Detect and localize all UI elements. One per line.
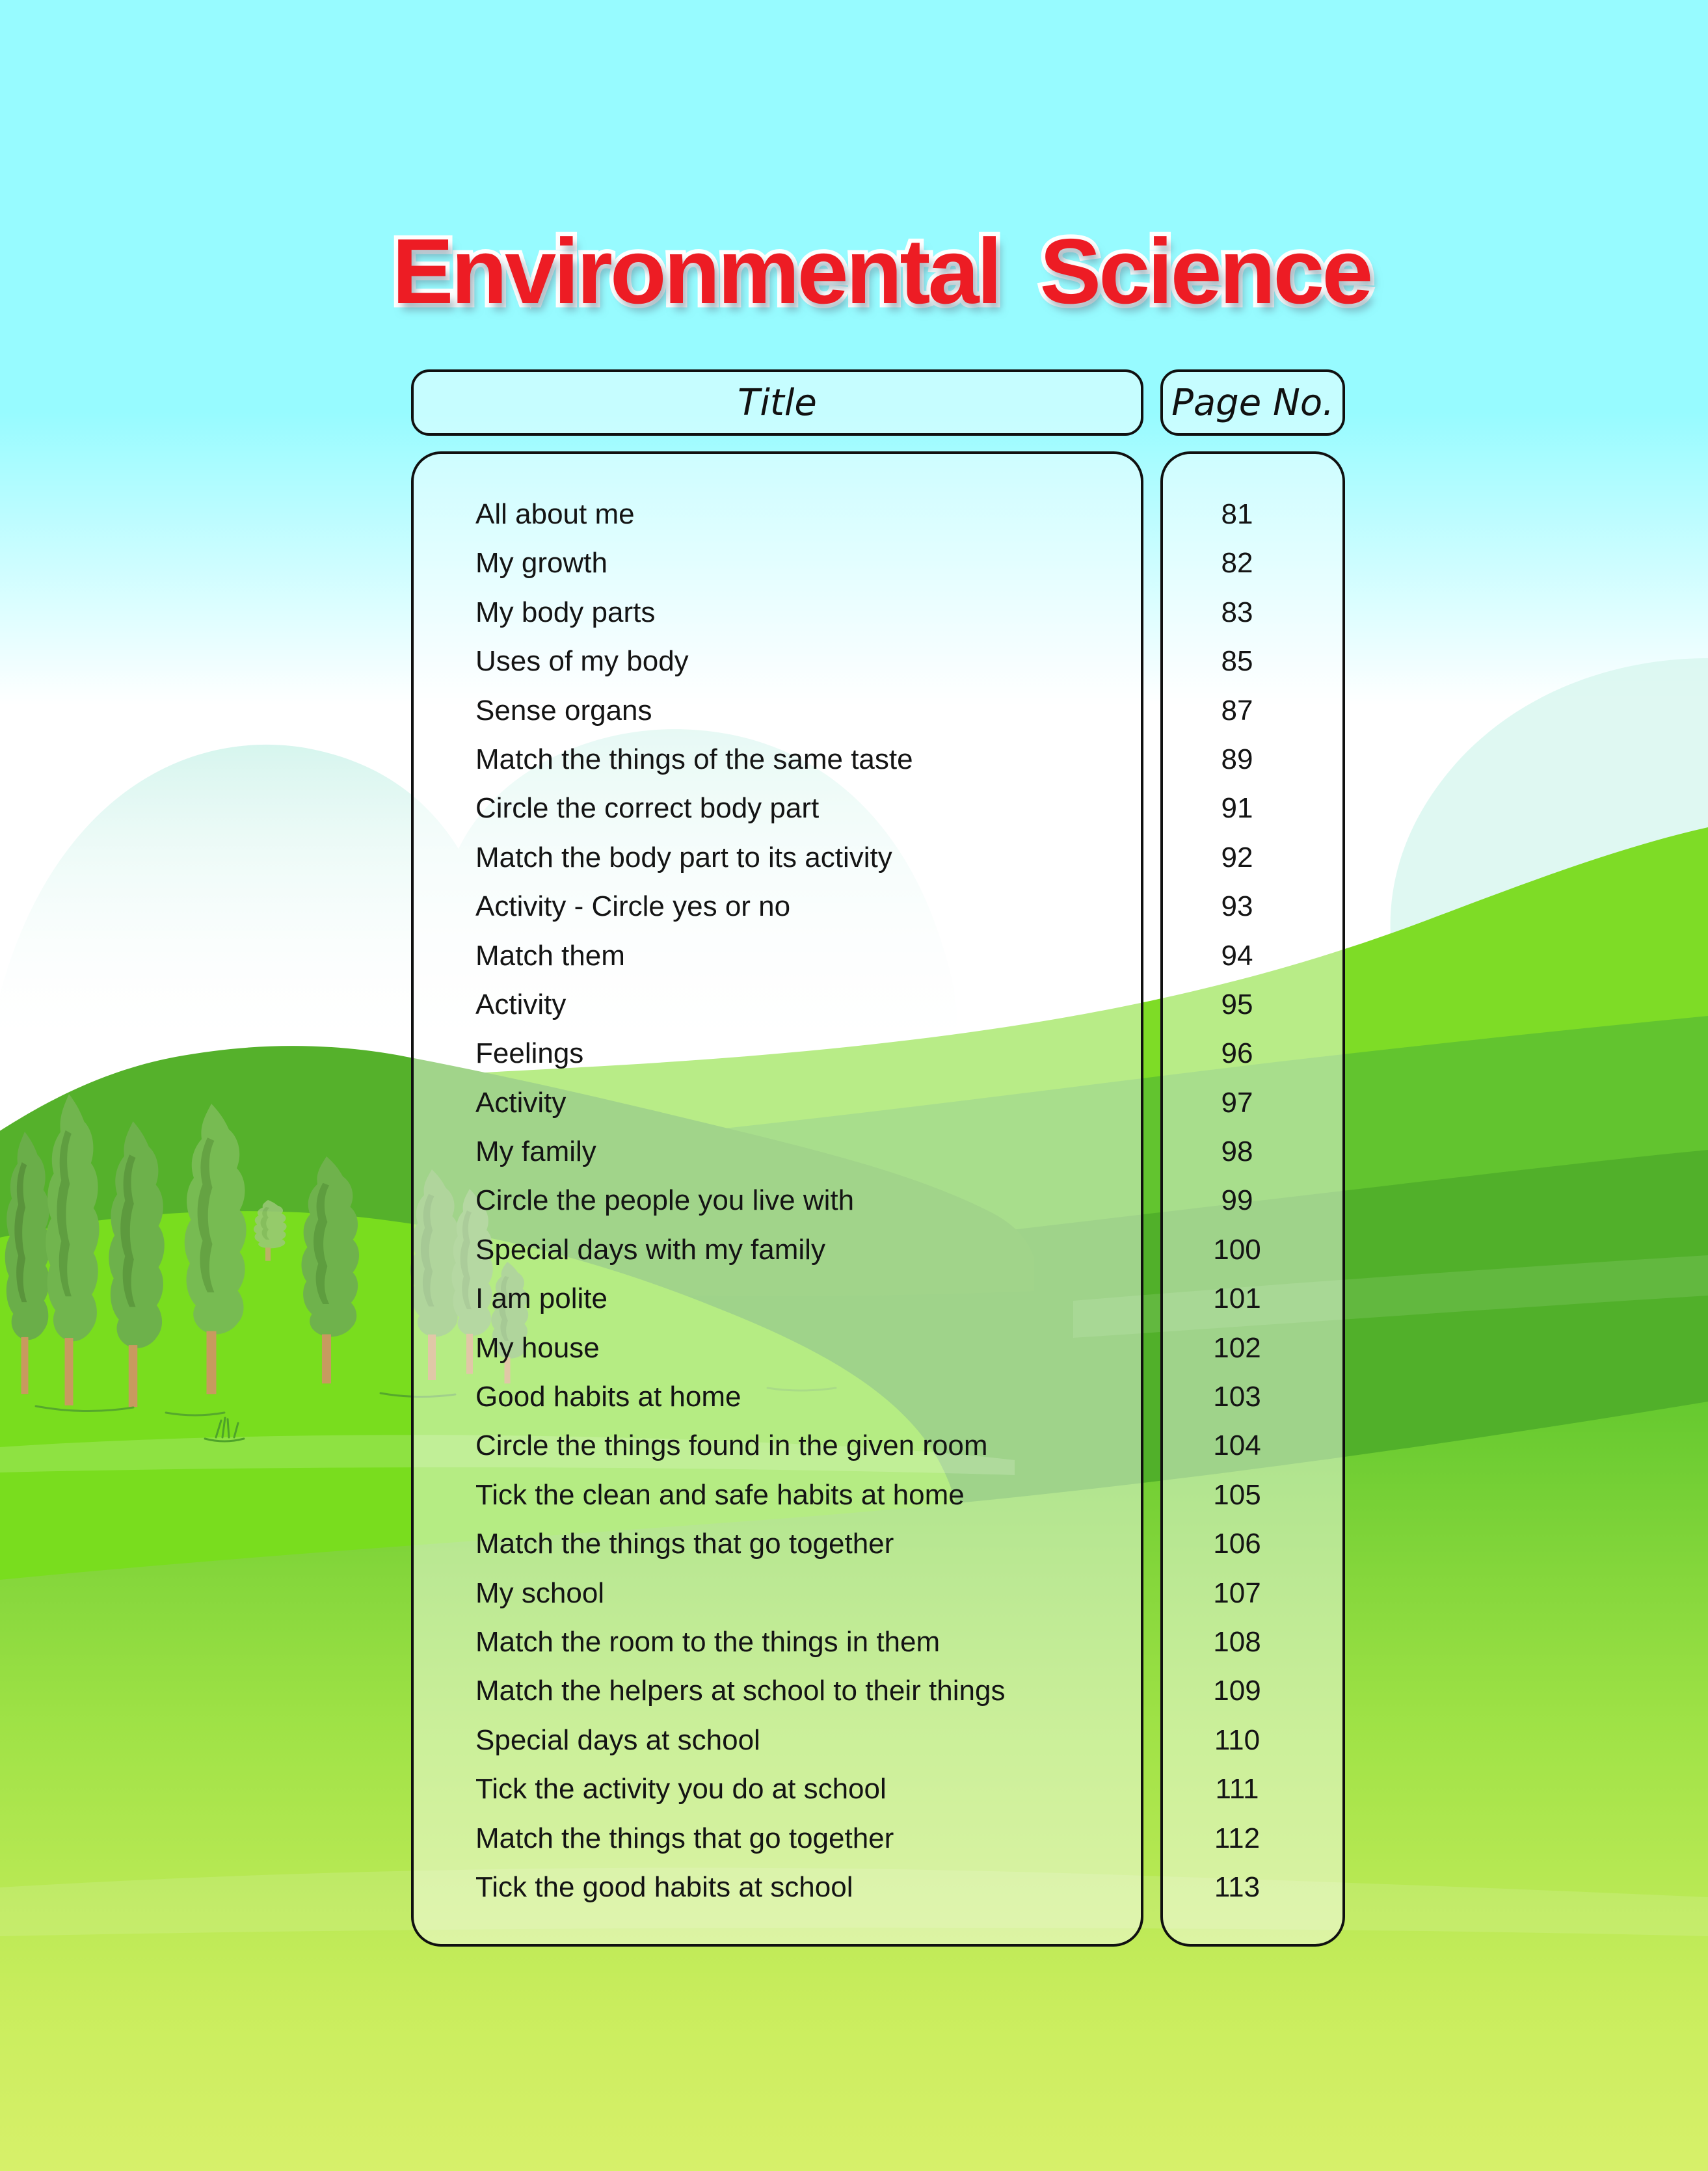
toc-row-title: Match the things of the same taste	[475, 743, 913, 775]
toc-row-title: Match the room to the things in them	[475, 1625, 941, 1658]
toc-row-page: 93	[1221, 890, 1253, 923]
toc-row-title: Feelings	[475, 1037, 584, 1070]
toc-row-page: 102	[1213, 1331, 1261, 1364]
toc-row-title: Circle the people you live with	[475, 1184, 855, 1217]
toc-row-title: My growth	[475, 547, 607, 579]
toc-row-page: 92	[1221, 841, 1253, 873]
toc-row-page: 105	[1213, 1478, 1261, 1511]
toc-row-title: I am polite	[475, 1283, 607, 1315]
toc-row-page: 99	[1221, 1184, 1253, 1217]
toc-page-column	[1160, 451, 1345, 1947]
toc-row-title: Match the body part to its activity	[475, 841, 892, 873]
toc-header-page-label: Page No.	[1171, 381, 1334, 424]
toc-row-page: 89	[1221, 743, 1253, 775]
toc-row-title: Good habits at home	[475, 1381, 741, 1413]
toc-row-page: 96	[1221, 1037, 1253, 1070]
toc-row-title: Match them	[475, 939, 625, 972]
toc-row-page: 85	[1221, 645, 1253, 678]
toc-row-title: Circle the things found in the given room	[475, 1430, 988, 1462]
toc-row-page: 112	[1214, 1822, 1261, 1854]
toc-row-title: Activity	[475, 1086, 567, 1119]
toc-row-title: Match the helpers at school to their things	[475, 1675, 1006, 1707]
toc-row-title: My family	[475, 1136, 596, 1168]
toc-row-title: My school	[475, 1577, 605, 1609]
toc-row-page: 101	[1213, 1283, 1261, 1315]
toc-row-page: 82	[1221, 547, 1253, 579]
toc-row-page: 106	[1213, 1528, 1261, 1560]
toc-row-page: 81	[1221, 498, 1253, 530]
toc-row-page: 107	[1213, 1577, 1261, 1609]
toc-row-title: Activity - Circle yes or no	[475, 890, 791, 923]
toc-row-page: 108	[1213, 1625, 1261, 1658]
toc-row-title: Match the things that go together	[475, 1822, 894, 1854]
toc-row-title: Sense organs	[475, 694, 652, 726]
toc-header-title-label: Title	[738, 381, 817, 424]
toc-row-page: 104	[1213, 1430, 1261, 1462]
toc-row-title: Special days with my family	[475, 1233, 825, 1266]
toc-row-page: 94	[1221, 939, 1253, 972]
toc-row-page: 83	[1221, 596, 1253, 628]
toc-row-title: Tick the good habits at school	[475, 1871, 853, 1903]
toc-row-title: My house	[475, 1331, 600, 1364]
toc-row-page: 97	[1221, 1086, 1253, 1119]
toc-row-title: Uses of my body	[475, 645, 689, 678]
toc-row-page: 111	[1215, 1773, 1259, 1805]
toc-row-title: My body parts	[475, 596, 656, 628]
toc-title-column	[411, 451, 1143, 1947]
page-title: Environmental Science	[392, 220, 1371, 323]
toc-row-page: 103	[1213, 1381, 1261, 1413]
toc-row-title: Special days at school	[475, 1724, 760, 1756]
toc-row-page: 91	[1221, 792, 1253, 825]
toc-row-page: 98	[1221, 1136, 1253, 1168]
toc-row-title: Activity	[475, 988, 567, 1020]
toc-row-page: 113	[1214, 1871, 1261, 1903]
toc-row-title: Tick the clean and safe habits at home	[475, 1478, 965, 1511]
toc-row-page: 110	[1214, 1724, 1261, 1756]
toc-row-title: Tick the activity you do at school	[475, 1773, 887, 1805]
toc-row-title: Match the things that go together	[475, 1528, 894, 1560]
toc-row-title: Circle the correct body part	[475, 792, 820, 825]
toc-row-page: 100	[1213, 1233, 1261, 1266]
toc-header-page-box	[1160, 369, 1345, 436]
toc-header-title-box	[411, 369, 1143, 436]
toc-row-title: All about me	[475, 498, 635, 530]
toc-row-page: 95	[1221, 988, 1253, 1020]
toc-row-page: 109	[1213, 1675, 1261, 1707]
toc-row-page: 87	[1221, 694, 1253, 726]
